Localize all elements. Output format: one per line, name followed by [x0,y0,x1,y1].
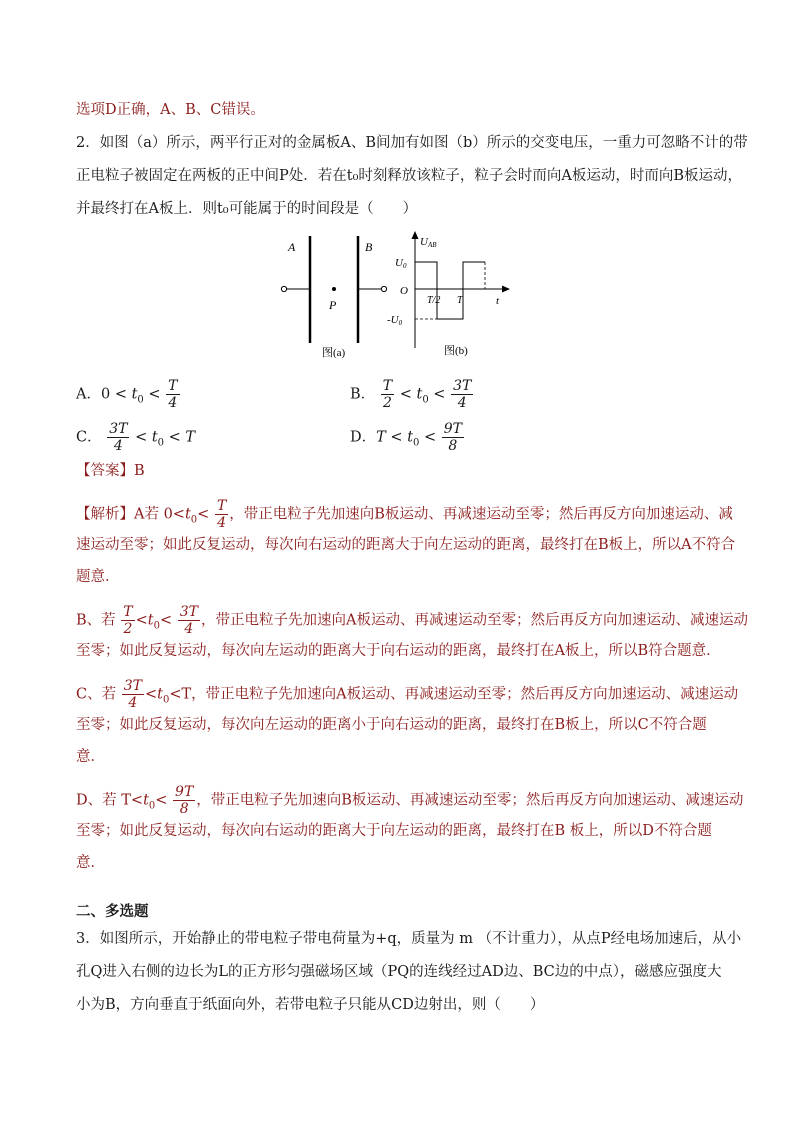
t-half-label: T/2 [427,295,441,306]
analysis-d-line-1: D、若 $T<t_0<$ $\frac{9T}{8}$ ，带正电粒子先加速向B板运动、再减速运动至零；然后再反方向加速运动、减速运动 [76,784,744,817]
q3-line-2: 孔Q进入右侧的边长为L的正方形匀强磁场区域（PQ的连线经过AD边、BC边的中点），磁感应强度大 [76,964,722,980]
analysis-a-line-1: 【解析】A若 $0<t_0<$ $\frac{T}{4}$ ，带正电粒子先加速向B板运动、再减速运动至零；然后再反方向加速运动、减 [76,498,733,531]
q2-line-1: 2．如图（a）所示，两平行正对的金属板A、B间加有如图（b）所示的交变电压，一重力可忽略不计的带 [76,135,748,151]
intro-line: 选项D正确，A、B、C错误。 [76,102,265,118]
plate-a-label: A [288,240,296,254]
analysis-a-line-2: 速运动至零；如此反复运动，每次向右运动的距离大于向左运动的距离，最终打在B板上，所以A不符合 [76,537,736,553]
axis-u-label: UAB [420,236,437,249]
answer-line: 【答案】B [76,463,145,479]
q3-line-3: 小为B，方向垂直于纸面向外，若带电粒子只能从CD边射出，则（ ） [76,997,545,1013]
option-c[interactable]: C． $\frac{3T}{4}$ < $t_0 < T$ [76,421,196,454]
analysis-c-line-2: 至零；如此反复运动，每次向左运动的距离小于向右运动的距离，最终打在B板上，所以C不符合题 [76,717,707,733]
point-p-label: P [329,298,337,312]
option-d[interactable]: D．$T < t_0$ < $\frac{9T}{8}$ [350,421,463,454]
q3-line-1: 3．如图所示，开始静止的带电粒子带电荷量为+q，质量为 m （不计重力），从点P经电场加速后，从小 [76,931,742,947]
q2-line-3: 并最终打在A板上．则t₀可能属于的时间段是（ ） [76,201,418,217]
point-p [332,287,336,291]
analysis-c-line-3: 意． [76,749,105,765]
analysis-a-line-3: 题意． [76,569,120,585]
analysis-d-line-3: 意． [76,855,105,871]
t-label: T [457,295,463,306]
neg-u0-label: -U0 [387,314,403,327]
caption-a: 图(a) [322,347,346,359]
analysis-b-line-2: 至零；如此反复运动，每次向左运动的距离大于向右运动的距离，最终打在A板上，所以B符合题意． [76,643,721,659]
analysis-d-line-2: 至零；如此反复运动，每次向右运动的距离大于向左运动的距离，最终打在B 板上，所以D不符合题 [76,823,712,839]
q2-figure [270,228,520,362]
u0-label: U0 [395,257,407,270]
q2-line-2: 正电粒子被固定在两板的正中间P处．若在t₀时刻释放该粒子，粒子会时而向A板运动，时而向B板运动， [76,168,743,184]
section-heading: 二、多选题 [76,904,149,920]
origin-label: O [400,285,408,297]
option-b[interactable]: B． $\frac{T}{2}$ < $t_0$ < $\frac{3T}{4}$ [350,378,472,411]
plate-b-label: B [365,240,373,254]
caption-b: 图(b) [444,345,468,357]
t-axis-label: t [496,295,500,307]
voltage-wave [415,262,485,319]
analysis-c-line-1: C、若 $\frac{3T}{4}$ $<t_0<T$，带正电粒子先加速向A板运动、再减速运动至零；然后再反方向加速运动、减速运动 [76,678,739,711]
analysis-b-line-1: B、若 $\frac{T}{2}$ $<t_0<$ $\frac{3T}{4}$ ，带正电粒子先加速向A板运动、再减速运动至零；然后再反方向加速运动、减速运动 [76,604,748,637]
option-a[interactable]: A．$0 < t_0$ < $\frac{T}{4}$ [76,378,178,411]
